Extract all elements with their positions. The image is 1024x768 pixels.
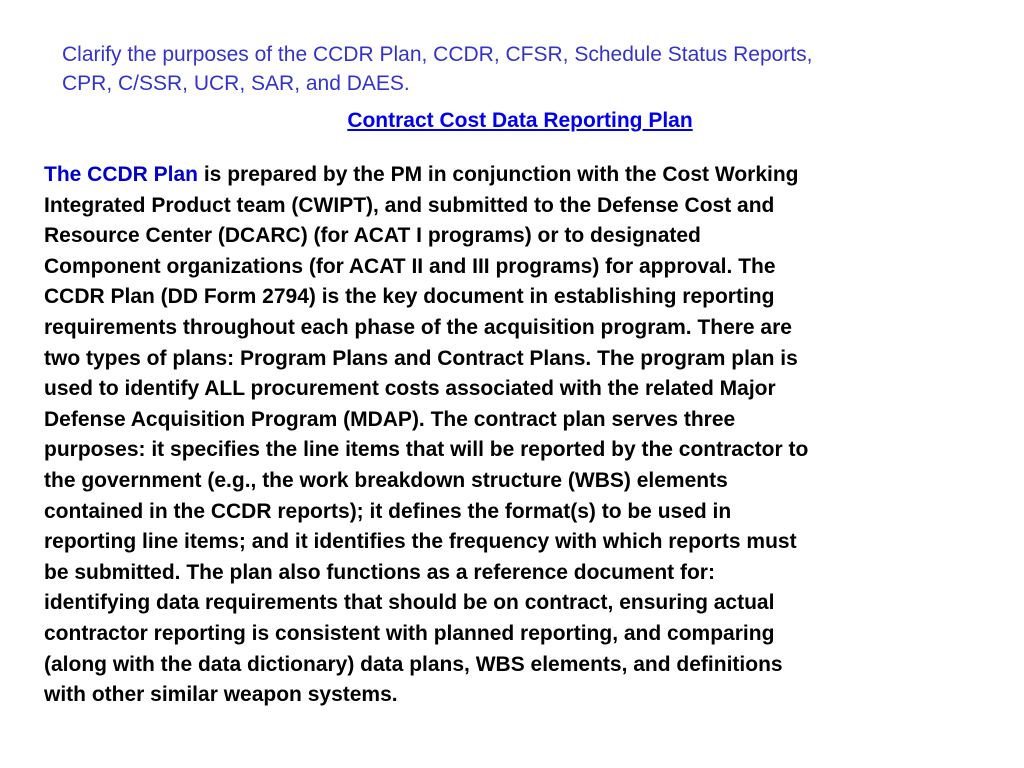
body-line: the government (e.g., the work breakdown structure (WBS) elements [44,468,728,492]
body-paragraph [44,160,1004,711]
body-line: purposes: it specifies the line items that will be reported by the contractor to [44,438,809,462]
body-line: Component organizations (for ACAT II and III programs) for approval. The [44,254,776,278]
body-line: (along with the data dictionary) data plans, WBS elements, and definitions [44,652,783,676]
objective-line: Clarify the purposes of the CCDR Plan, CCDR, CFSR, Schedule Status Reports, [62,43,813,66]
body-line: used to identify ALL procurement costs associated with the related Major [44,377,776,401]
body-line: identifying data requirements that should be on contract, ensuring actual [44,591,775,615]
body-line: requirements throughout each phase of the acquisition program. There are [44,315,792,339]
body-line-text: is prepared by the PM in conjunction with the Cost Working [198,163,799,186]
body-line: be submitted. The plan also functions as a reference document for: [44,560,715,584]
body-line: Integrated Product team (CWIPT), and submitted to the Defense Cost and [44,193,775,217]
body-line: two types of plans: Program Plans and Contract Plans. The program plan is [44,346,798,370]
heading-link[interactable]: Contract Cost Data Reporting Plan [347,109,693,132]
body-line: Resource Center (DCARC) (for ACAT I programs) or to designated [44,224,701,248]
section-heading [0,106,1024,135]
lead-term: The CCDR Plan [44,163,199,186]
body-line: contained in the CCDR reports); it defines the format(s) to be used in [44,499,732,523]
objective-text [62,40,992,98]
body-line [44,160,1004,191]
body-line: reporting line items; and it identifies the frequency with which reports must [44,530,797,554]
body-line: with other similar weapon systems. [44,683,398,707]
objective-line: CPR, C/SSR, UCR, SAR, and DAES. [62,72,410,95]
body-line: contractor reporting is consistent with planned reporting, and comparing [44,621,775,645]
body-line: CCDR Plan (DD Form 2794) is the key document in establishing reporting [44,285,775,309]
body-line: Defense Acquisition Program (MDAP). The contract plan serves three [44,407,736,431]
